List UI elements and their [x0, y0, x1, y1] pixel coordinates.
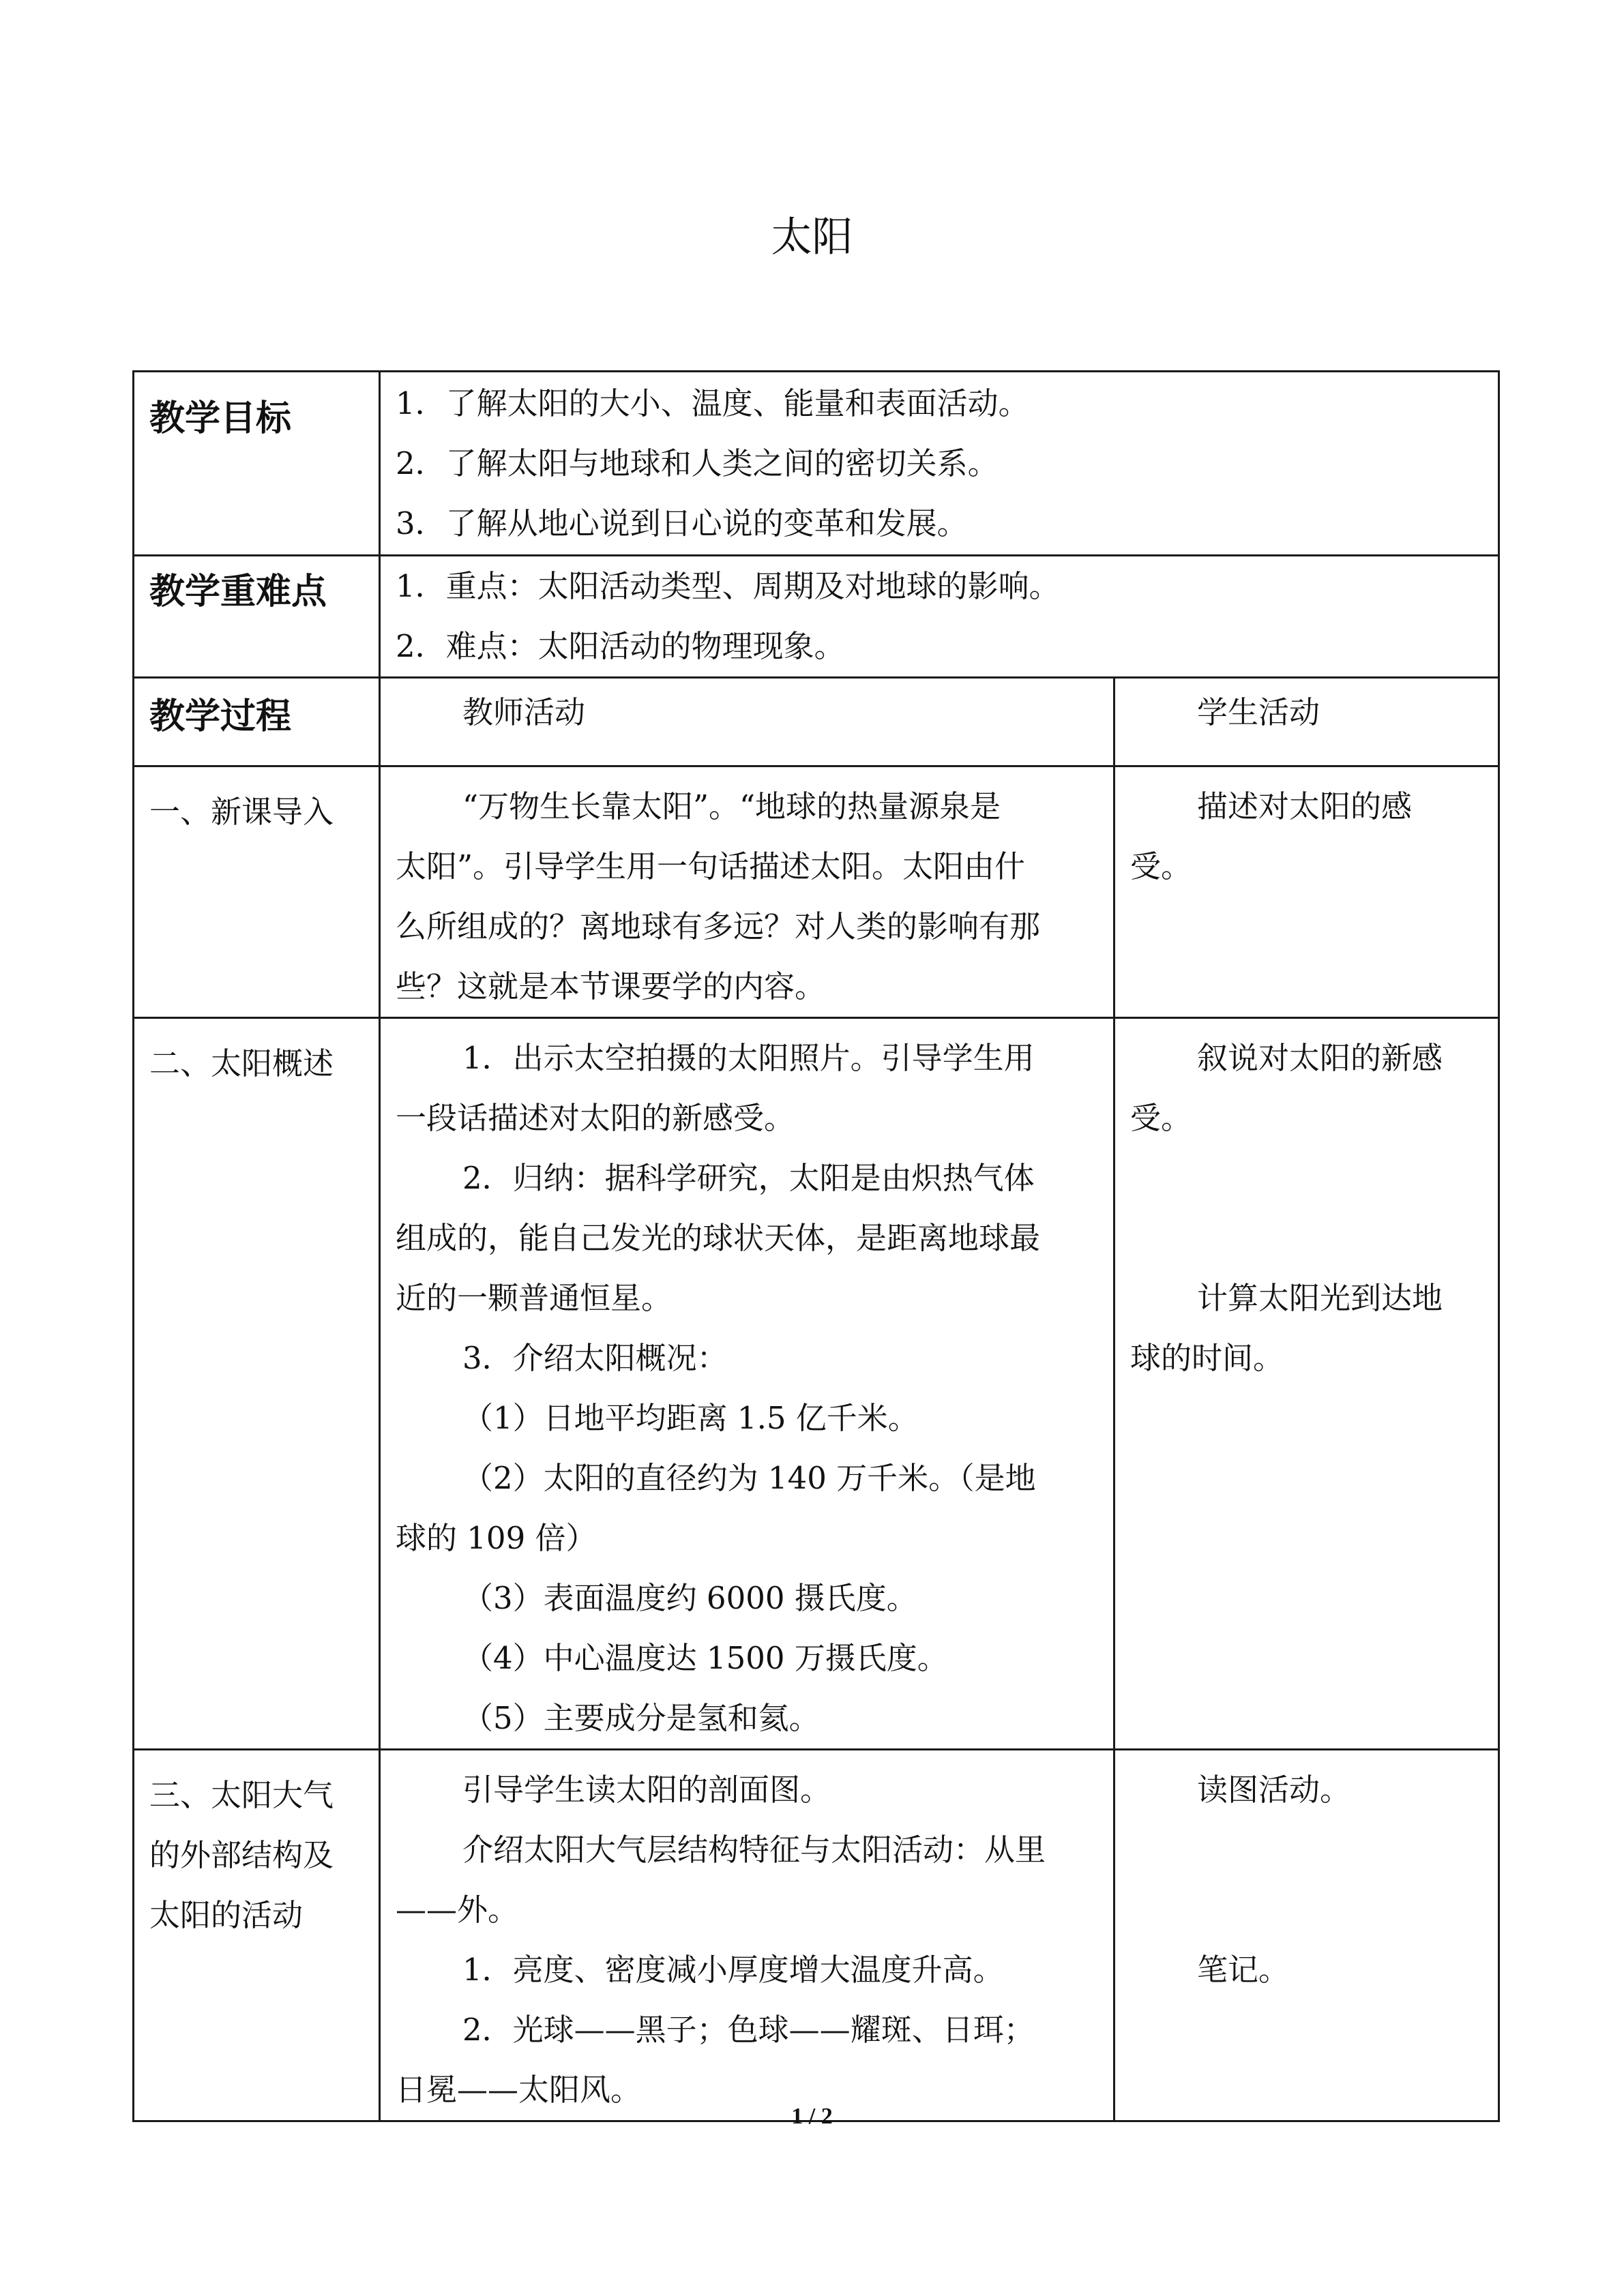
key-points-content — [380, 556, 1499, 678]
student-activity: 读图活动。 笔记。 — [1114, 1750, 1499, 2121]
objectives-row — [134, 372, 1499, 556]
lesson-plan-table — [132, 370, 1500, 2122]
student-activity: 叙说对太阳的新感 受。 计算太阳光到达地 球的时间。 — [1114, 1018, 1499, 1750]
objectives-content — [380, 372, 1499, 556]
key-point-item: 1．重点：太阳活动类型、周期及对地球的影响。 — [396, 568, 1060, 604]
process-label: 教学过程 — [134, 678, 380, 766]
page-number: 1 / 2 — [791, 2104, 833, 2129]
stage-name: 三、太阳大气 的外部结构及 太阳的活动 — [134, 1750, 380, 2121]
student-activity: 描述对太阳的感 受。 — [1114, 766, 1499, 1018]
process-header-row — [134, 678, 1499, 766]
teacher-activity: “万物生长靠太阳”。“地球的热量源泉是 太阳”。引导学生用一句话描述太阳。太阳由什 么所组成的？离地球有多远？对人类的影响有那 些？这就是本节课要学的内容。 — [380, 766, 1114, 1018]
objective-item: 2．了解太阳与地球和人类之间的密切关系。 — [396, 445, 999, 481]
student-activity-header: 学生活动 — [1114, 678, 1499, 766]
stage-row-1 — [134, 766, 1499, 1018]
objective-item: 1．了解太阳的大小、温度、能量和表面活动。 — [396, 385, 1029, 421]
stage-name: 二、太阳概述 — [134, 1018, 380, 1750]
key-points-row — [134, 556, 1499, 678]
objectives-label: 教学目标 — [134, 372, 380, 556]
stage-name: 一、新课导入 — [134, 766, 380, 1018]
objective-item: 3．了解从地心说到日心说的变革和发展。 — [396, 505, 968, 541]
page-title: 太阳 — [771, 213, 853, 261]
teacher-activity: 1．出示太空拍摄的太阳照片。引导学生用 一段话描述对太阳的新感受。 2．归纳：据科学研究，太阳是由炽热气体 组成的，能自己发光的球状天体，是距离地球最 近的一颗普通恒星。 3．介绍太阳概况： （1）日地平均距离 1.5 亿千米。 （2）太阳的直径约为 140 万千米。（是地 球的 109 倍） （3）表面温度约 6000 摄氏度。 （4）中心温度达 1500 万摄氏度。 （5）主要成分是氢和氦。 — [380, 1018, 1114, 1750]
stage-row-2 — [134, 1018, 1499, 1750]
key-point-item: 2．难点：太阳活动的物理现象。 — [396, 628, 845, 664]
key-points-label: 教学重难点 — [134, 556, 380, 678]
stage-row-3 — [134, 1750, 1499, 2121]
teacher-activity: 引导学生读太阳的剖面图。 介绍太阳大气层结构特征与太阳活动：从里 ——外。 1．亮度、密度减小厚度增大温度升高。 2．光球——黑子；色球——耀斑、日珥； 日冕——太阳风。 — [380, 1750, 1114, 2121]
teacher-activity-header: 教师活动 — [380, 678, 1114, 766]
